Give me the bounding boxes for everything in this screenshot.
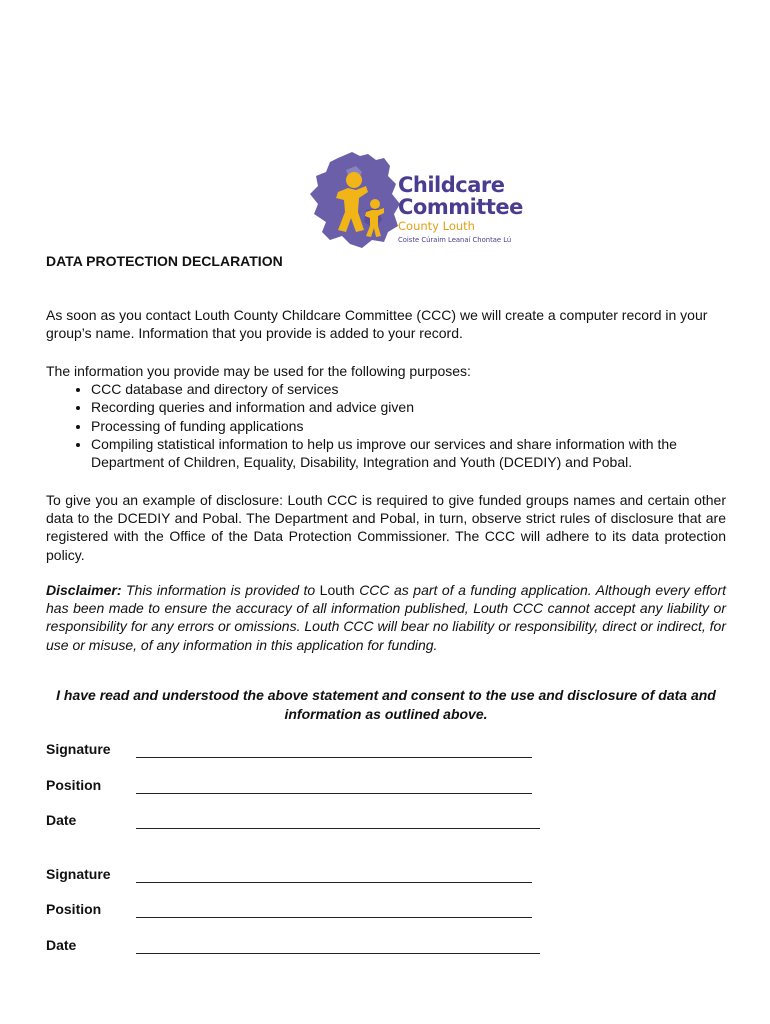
signature-label: Signature bbox=[46, 741, 111, 757]
signature-row bbox=[46, 866, 606, 886]
signature-label: Signature bbox=[46, 866, 111, 882]
signature-row bbox=[46, 741, 606, 761]
disclaimer-paragraph bbox=[46, 581, 726, 654]
date-label: Date bbox=[46, 812, 77, 828]
purposes-list bbox=[46, 380, 726, 471]
position-row bbox=[46, 901, 606, 921]
disclosure-paragraph: To give you an example of disclosure: Louth CCC is required to give funded groups names and certain other data to the DCEDIY and Pobal. The Department and Pobal, in turn, observe strict rules of disclosure that are registered with the Office of the Data Protection Commissioner. The CCC will adhere to its data protection policy. bbox=[46, 492, 726, 563]
intro-paragraph: As soon as you contact Louth County Childcare Committee (CCC) we will create a computer record in your group’s name. Information that you provide is added to your record. bbox=[46, 307, 708, 342]
date-row bbox=[46, 812, 606, 832]
purposes-section bbox=[46, 362, 726, 471]
date-field[interactable] bbox=[136, 937, 540, 954]
disclaimer-label: Disclaimer: bbox=[46, 582, 122, 598]
logo-county: County Louth bbox=[398, 219, 475, 233]
logo-irish-name: Coiste Cúraim Leanaí Chontae Lú bbox=[398, 236, 512, 244]
county-map-icon bbox=[304, 150, 404, 250]
logo-text bbox=[398, 174, 523, 245]
position-field[interactable] bbox=[136, 777, 532, 794]
list-item: • Processing of funding applications bbox=[91, 417, 726, 435]
date-label: Date bbox=[46, 937, 77, 953]
date-field[interactable] bbox=[136, 812, 540, 829]
logo-title-committee: Committee bbox=[398, 195, 523, 219]
childcare-committee-logo bbox=[304, 150, 529, 250]
logo-title-childcare: Childcare bbox=[398, 173, 505, 197]
position-label: Position bbox=[46, 901, 102, 917]
list-item: • CCC database and directory of services bbox=[91, 380, 726, 398]
consent-statement: I have read and understood the above statement and consent to the use and disclosure of data and information as outlined above. bbox=[56, 687, 716, 722]
disclaimer-text-1: This information is provided to bbox=[121, 582, 320, 598]
position-row bbox=[46, 777, 606, 797]
signature-field[interactable] bbox=[136, 866, 532, 883]
list-item: • Recording queries and information and advice given bbox=[91, 398, 726, 416]
purposes-intro: The information you provide may be used for the following purposes: bbox=[46, 363, 471, 379]
disclaimer-text-plain: Louth bbox=[319, 582, 355, 598]
signature-field[interactable] bbox=[136, 741, 532, 758]
position-field[interactable] bbox=[136, 901, 532, 918]
date-row bbox=[46, 937, 606, 957]
position-label: Position bbox=[46, 777, 102, 793]
disclaimer-text-2: CCC as part of a funding application. Although every effort has been made to ensure the accuracy of all information published, Louth CCC cannot accept any liability or responsibility for any errors or omissions. Louth CCC will bear no liability or responsibility, direct or indirect, for use or misuse, of any information in this application for funding. bbox=[46, 582, 727, 653]
list-item: • Compiling statistical information to help us improve our services and share information with the Department of Children, Equality, Disability, Integration and Youth (DCEDIY) and Pobal. bbox=[91, 435, 726, 471]
page-title: DATA PROTECTION DECLARATION bbox=[46, 253, 283, 269]
